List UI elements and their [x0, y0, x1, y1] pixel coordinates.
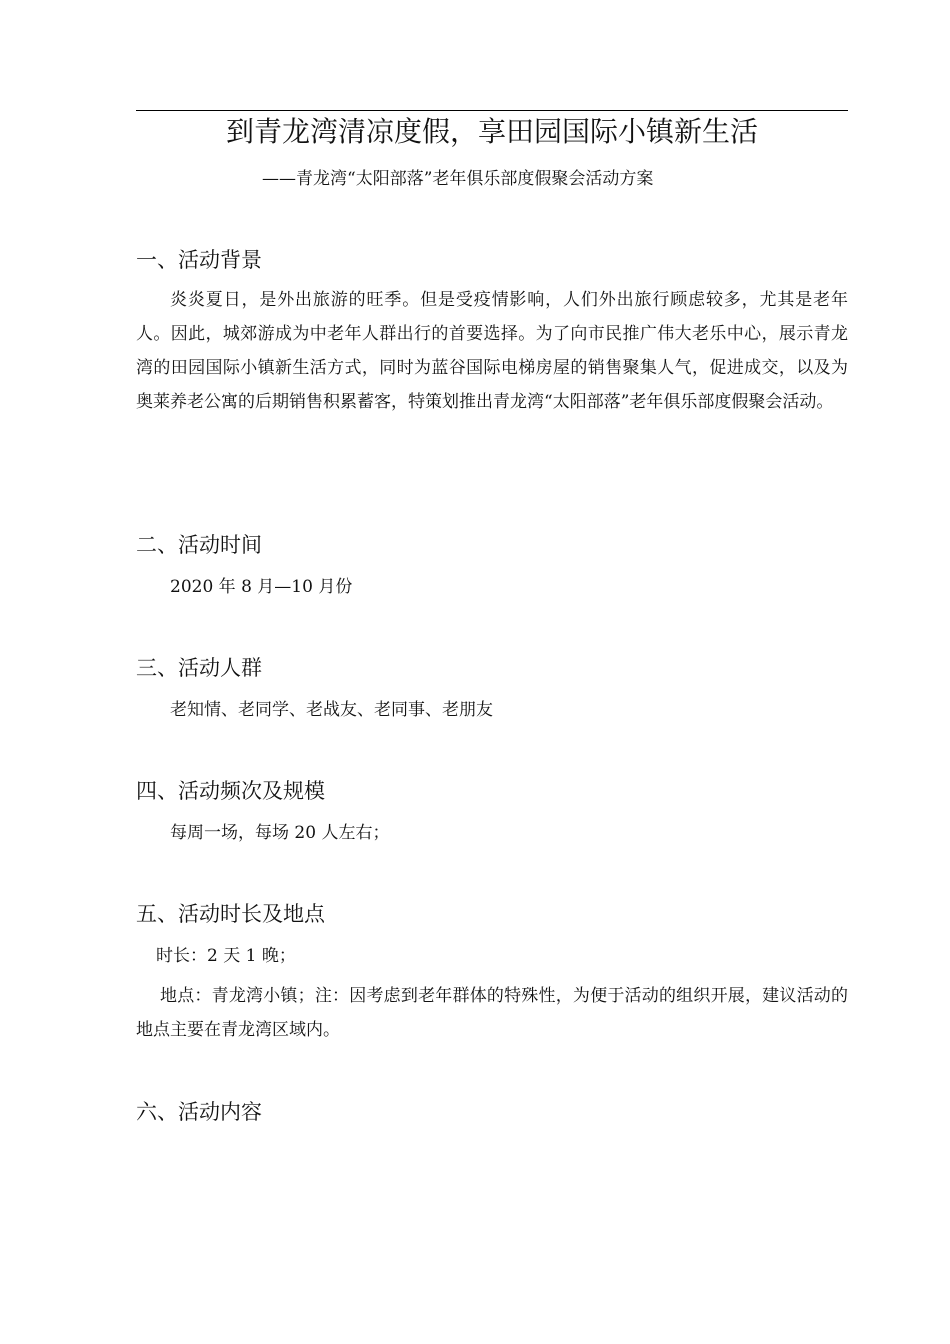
section-body-background: 炎炎夏日，是外出旅游的旺季。但是受疫情影响，人们外出旅行顾虑较多，尤其是老年人。因此，城郊游成为中老年人群出行的首要选择。为了向市民推广伟大老乐中心，展示青龙湾的田园国际小镇新生活方式，同时为蓝谷国际电梯房屋的销售聚集人气，促进成交，以及为奥莱养老公寓的后期销售积累蓄客，特策划推出青龙湾“太阳部落”老年俱乐部度假聚会活动。: [136, 290, 848, 412]
section-location-paragraph: 地点：青龙湾小镇；注：因考虑到老年群体的特殊性，为便于活动的组织开展，建议活动的地点主要在青龙湾区域内。: [136, 986, 848, 1040]
section-heading-frequency: 四、活动频次及规模: [136, 779, 325, 803]
section-heading-content: 六、活动内容: [136, 1100, 262, 1124]
section-body-time: 2020 年 8 月—10 月份: [170, 577, 353, 597]
document-title: 到青龙湾清凉度假，享田园国际小镇新生活: [225, 115, 758, 148]
section-body-audience: 老知情、老同学、老战友、老同事、老朋友: [170, 700, 493, 720]
document-subtitle: ——青龙湾“太阳部落”老年俱乐部度假聚会活动方案: [262, 169, 654, 189]
section-body-frequency: 每周一场，每场 20 人左右；: [170, 823, 390, 843]
section-heading-duration-location: 五、活动时长及地点: [136, 902, 325, 926]
section-heading-background: 一、活动背景: [136, 248, 262, 272]
header-rule: [136, 110, 848, 111]
section-duration-line: 时长：2 天 1 晚；: [156, 946, 296, 966]
section-heading-audience: 三、活动人群: [136, 656, 262, 680]
section-heading-time: 二、活动时间: [136, 533, 262, 557]
